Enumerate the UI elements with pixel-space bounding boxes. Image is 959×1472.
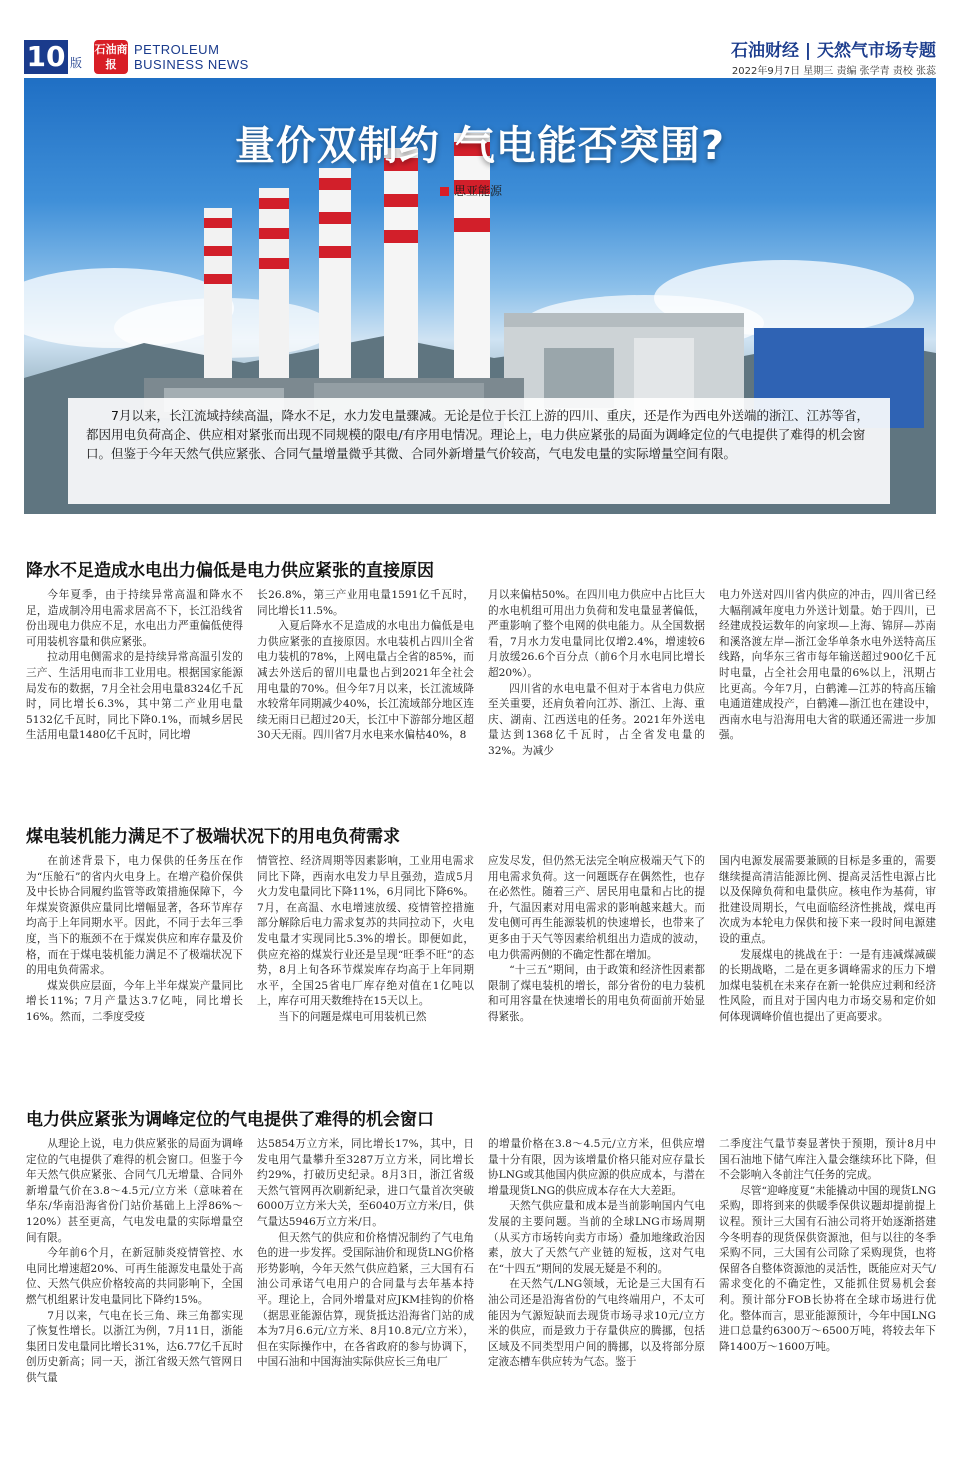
- paragraph: 7月以来，气电在长三角、珠三角都实现了恢复性增长。以浙江为例，7月11日，浙能集团日发电量同比增长31%，达6.77亿千瓦时创历史新高；同一天，浙江省级天然气管网日供气量: [26, 1309, 243, 1384]
- paragraph: 天然气供应量和成本是当前影响国内气电发展的主要问题。当前的全球LNG市场周期（从买方市场转向卖方市场）叠加地缘政治因素，放大了天然气产业链的短板，这对气电在“十四五”期间的发展无疑是不利的。: [488, 1200, 705, 1275]
- paragraph: 电力外送对四川省内供应的冲击，四川省已经大幅削减年度电力外送计划量。始于四川，已经建成投运数年的向家坝—上海、锦屏—苏南和溪洛渡左岸—浙江金华单条水电外送特高压线路，向华东三省市每年输送超过900亿千瓦时电量，占全社会用电量的6%以上，汛期占比更高。今年7月，白鹤滩—江苏的特高压输电通道建成投产，白鹤滩—浙江也在建设中，西南水电与沿海用电大省的联通还需进一步加强。: [719, 589, 936, 742]
- paragraph: 今年前6个月，在新冠肺炎疫情管控、水电同比增速超20%、可再生能源发电量处于高位、天然气供应价格较高的共同影响下，全国燃气机组累计发电量同比下降约15%。: [26, 1247, 243, 1306]
- column: [719, 1137, 936, 1449]
- column: [257, 1137, 474, 1449]
- paragraph: 入夏后降水不足造成的水电出力偏低是电力供应紧张的直接原因。水电装机占四川全省电力装机的78%，上网电量占全省的85%，而减去外送后的留川电量也占到2021年全社会用电量的70%。但今年7月以来，长江流域降水较常年同期减少40%，长江流域部分地区连续无雨日已超过20天，长江中下游部分地区超30天无雨。四川省7月水电来水偏枯40%，8: [257, 620, 474, 742]
- paragraph: 煤炭供应层面，今年上半年煤炭产量同比增长11%；7月产量达3.7亿吨，同比增长16%。然而，二季度受疫: [26, 979, 243, 1023]
- column: [257, 588, 474, 804]
- byline: 思亚能源: [440, 182, 502, 199]
- section-body-2: [26, 854, 936, 1070]
- column: [719, 854, 936, 1070]
- headline: 量价双制约 气电能否突围?: [234, 123, 726, 169]
- paragraph: 从理论上说，电力供应紧张的局面为调峰定位的气电提供了难得的机会窗口。但鉴于今年天然气供应紧张、合同气几无增量、合同外新增量气价在3.8～4.5元/立方米（意味着在华东/华南沿海省份门站价基础上上浮86%～120%）甚至更高，气电发电量的实际增量空间有限。: [26, 1138, 243, 1244]
- paragraph: 二季度注气量节奏显著快于预期，预计8月中国石油地下储气库注入量会继续环比下降，但不会影响入冬前注气任务的完成。: [719, 1138, 936, 1182]
- paper-name-en: PETROLEUM BUSINESS NEWS: [134, 42, 249, 72]
- paragraph: 发展煤电的挑战在于：一是有违减煤减碳的长期战略，二是在更多调峰需求的压力下增加煤电装机在未来存在新一轮供应过剩和经济性风险，而且对于国内电力市场交易和定价如何体现调峰价值也提出了更高要求。: [719, 948, 936, 1023]
- byline-marker-icon: [440, 187, 449, 196]
- section-heading-1: 降水不足造成水电出力偏低是电力供应紧张的直接原因: [26, 561, 434, 581]
- column: [26, 588, 243, 804]
- paragraph: 长26.8%，第三产业用电量1591亿千瓦时，同比增长11.5%。: [257, 589, 474, 617]
- column: [488, 588, 705, 804]
- paragraph: 月以来偏枯50%。在四川电力供应中占比巨大的水电机组可用出力负荷和发电量显著偏低，严重影响了整个电网的供电能力。从全国数据看，7月水力发电量同比仅增2.4%，增速较6月放缓26.6个百分点（前6个月水电同比增长超20%）。: [488, 589, 705, 679]
- issue-info: 2022年9月7日 星期三 责编 张学青 责校 张蕊: [731, 66, 936, 77]
- column: [488, 1137, 705, 1449]
- paragraph: 的增量价格在3.8～4.5元/立方米，但供应增量十分有限，因为该增量价格只能对应存量长协LNG或其他国内供应源的供应成本，与潜在增量现货LNG的供应成本存在大大差距。: [488, 1138, 705, 1197]
- section-heading-2: 煤电装机能力满足不了极端状况下的用电负荷需求: [26, 827, 400, 847]
- page-unit: 版: [70, 56, 83, 70]
- paragraph: 达5854万立方米，同比增长17%，其中，日发电用气量攀升至3287万立方米，同比增长约29%，打破历史纪录。8月3日，浙江省级天然气管网再次刷新纪录，进口气量首次突破6000万立方米大关，至6040万立方米/日，供气量达5946万立方米/日。: [257, 1138, 474, 1228]
- section-title: 石油财经 | 天然气市场专题: [730, 41, 936, 61]
- column: [26, 1137, 243, 1449]
- column: [488, 854, 705, 1070]
- paragraph: 但天然气的供应和价格情况制约了气电角色的进一步发挥。受国际油价和现货LNG价格形势影响，今年天然气供应趋紧，三大国有石油公司承诺气电用户的合同量与去年基本持平。理论上，合同外增量对应JKM挂钩的价格（据思亚能源估算，现货抵达沿海省门站的成本为7月6.6元/立方米、8月10.8元/立方米），但在实际操作中，在各省政府的参与协调下，中国石油和中国海油实际供应长三角电厂: [257, 1231, 474, 1369]
- paragraph: 尽管“迎峰度夏”未能撬动中国的现货LNG采购，即将到来的供暖季保供议题却提前提上议程。预计三大国有石油公司将开始逐渐搭建今冬明春的现货保供资源池，但与以往的冬季采购不同，三大国有公司除了采购现货，也将保留各自整体资源池的灵活性，既能应对天气/需求变化的不确定性，又能抓住贸易机会套利。预计部分FOB长协将在全球市场进行优化。整体而言，思亚能源预计，今年中国LNG进口总量约6300万～6500万吨，将较去年下降1400万～1600万吨。: [719, 1184, 936, 1353]
- paragraph: 拉动用电侧需求的是持续异常高温引发的三产、生活用电而非工业用电。根据国家能源局发布的数据，7月全社会用电量8324亿千瓦时，同比增长6.3%，其中第二产业用电量5132亿千瓦时，同比下降0.1%，而城乡居民生活用电量1480亿千瓦时，同比增: [26, 651, 243, 742]
- paragraph: 国内电源发展需要兼顾的目标是多重的，需要继续提高清洁能源比例、提高灵活性电源占比以及保障负荷和电量供应。核电作为基荷，审批建设周期长，气电面临经济性挑战，煤电再次成为本轮电力保供和接下来一段时间电源建设的重点。: [719, 855, 936, 945]
- paragraph: 情管控、经济周期等因素影响，工业用电需求同比下降，西南水电发力早且强劲，造成5月火力发电量同比下降11%，6月同比下降6%。7月，在高温、水电增速放缓、疫情管控措施部分解除后电力需求复苏的共同拉动下，火电发电量才实现同比5.3%的增长。即便如此，供应充裕的煤炭行业还是呈现“旺季不旺”的态势，8月上旬各环节煤炭库存均高于上年同期水平，全国25省电厂库存绝对值在1亿吨以上，库存可用天数维持在15天以上。: [257, 855, 474, 1008]
- paragraph: 应发尽发，但仍然无法完全响应极端天气下的用电需求负荷。这一问题既存在偶然性，也存在必然性。随着三产、居民用电量和占比的提升，气温因素对用电需求的影响越来越大。而发电侧可再生能源装机的快速增长，也带来了更多由于天气等因素给机组出力造成的波动，电力供需两侧的不确定性都在增加。: [488, 855, 705, 961]
- column: [719, 588, 936, 804]
- section-body-1: [26, 588, 936, 804]
- lead-paragraph: 7月以来，长江流域持续高温，降水不足，水力发电量骤减。无论是位于长江上游的四川、重庆，还是作为西电外送端的浙江、江苏等省，都因用电负荷高企、供应相对紧张而出现不同规模的限电/有序用电情况。理论上，电力供应紧张的局面为调峰定位的气电提供了难得的机会窗口。但鉴于今年天然气供应紧张、合同气量增量微乎其微、合同外新增量气价较高，气电发电量的实际增量空间有限。: [68, 398, 890, 504]
- paragraph: 当下的问题是煤电可用装机已然: [278, 1010, 427, 1023]
- masthead: [24, 36, 936, 80]
- column: [26, 854, 243, 1070]
- paragraph: 四川省的水电电量不但对于本省电力供应至关重要，还肩负着向江苏、浙江、上海、重庆、湖南、江西送电的任务。2021年外送电量达到1368亿千瓦时，占全省发电量的32%。为减少: [488, 682, 705, 757]
- column: [257, 854, 474, 1070]
- paragraph: 在前述背景下，电力保供的任务压在作为“压舱石”的省内火电身上。在增产稳价保供及中长协合同履约监管等政策措施保障下，今年煤炭资源供应量同比增幅显著，各环节库存均高于上年同期水平。因此，不同于去年三季度，当下的瓶颈不在于煤炭供应和库存量及价格，而在于煤电装机能力满足不了极端状况下的用电负荷需求。: [26, 855, 243, 977]
- hero-image: [24, 78, 936, 514]
- paragraph: 今年夏季，由于持续异常高温和降水不足，造成制冷用电需求居高不下，长江沿线省份出现电力供应不足，水电出力严重偏低使得可用装机容量和供应紧张。: [26, 589, 243, 648]
- section-body-3: [26, 1137, 936, 1449]
- newspaper-logo: 石油商报: [94, 40, 128, 74]
- page-number: 10: [24, 40, 68, 74]
- paragraph: “十三五”期间，由于政策和经济性因素都限制了煤电装机的增长，部分省份的电力装机和可用容量在快速增长的用电负荷面前开始显得紧张。: [488, 964, 705, 1023]
- section-heading-3: 电力供应紧张为调峰定位的气电提供了难得的机会窗口: [26, 1110, 434, 1130]
- paragraph: 在天然气/LNG领域，无论是三大国有石油公司还是沿海省份的气电终端用户，不太可能因为气源短缺而去现货市场寻求10元/立方米的供应，而是致力于存量供应的腾挪，包括区域及不同类型用户间的腾挪，以及将部分原定液态槽车供应转为气态。鉴于: [488, 1278, 705, 1369]
